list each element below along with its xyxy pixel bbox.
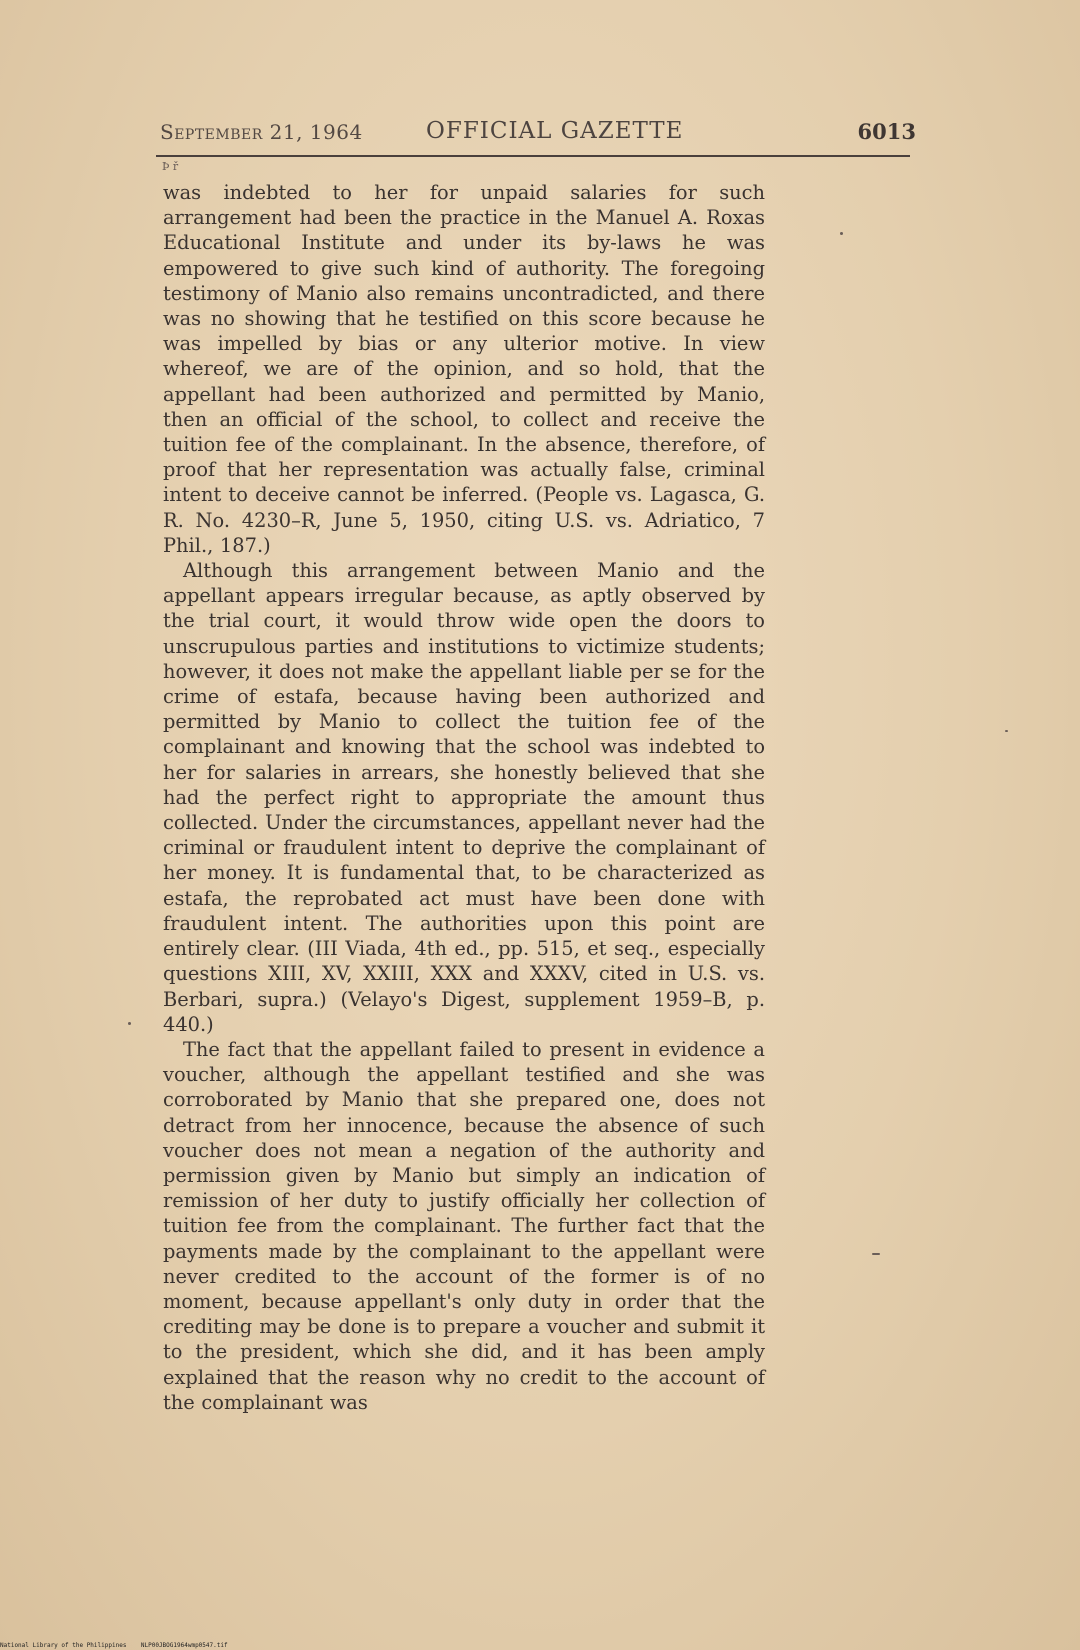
paper-speck — [840, 232, 843, 235]
paragraph-continuation: was indebted to her for unpaid salaries for such arrangement had been the practice in the Manuel A. Roxas Educational Institute and under its by-laws he was empowered to give such kind of authority. The foregoing testimony of Manio also remains uncontradicted, and there was no showing that he testified on this score because he was impelled by bias or any ulterior motive. In view whereof, we are of the opinion, and so hold, that the appellant had been authorized and permitted by Manio, then an official of the school, to collect and receive the tuition fee of the complainant. In the absence, therefore, of proof that her representation was actually false, criminal intent to deceive cannot be inferred. (People vs. Lagasca, G. R. No. 4230–R, June 5, 1950, citing U.S. vs. Adriatico, 7 Phil., 187.) — [163, 181, 765, 557]
page-number: 6013 — [857, 119, 916, 144]
paper-speck — [872, 1253, 880, 1255]
paragraph: The fact that the appellant failed to present in evidence a voucher, although the appellant testified and she was corroborated by Manio that she prepared one, does not detract from her innocence, because the absence of such voucher does not mean a negation of the authority and permission given by Manio but simply an indication of remission of her duty to justify officially her collection of tuition fee from the complainant. The further fact that the payments made by the complainant to the appellant were never credited to the account of the former is of no moment, because appellant's only duty in order that the crediting may be done is to prepare a voucher and submit it to the president, which she did, and it has been amply explained that the reason why no credit to the account of the complainant was — [163, 1037, 765, 1414]
page-header — [160, 118, 916, 152]
scan-footer-label: National Library of the Philippines NLP00JBOG1964wmp0547.tif — [0, 1642, 228, 1649]
paper-speck — [128, 1022, 131, 1025]
paper-speck — [1005, 730, 1008, 732]
header-title: OFFICIAL GAZETTE — [426, 118, 684, 144]
margin-mark: Þ ř — [162, 160, 179, 173]
paragraph: Although this arrangement between Manio and the appellant appears irregular because, as aptly observed by the trial court, it would throw wide open the doors to unscrupulous parties and institutions to victimize students; however, it does not make the appellant liable per se for the crime of estafa, because having been authorized and permitted by Manio to collect the tuition fee of the complainant and knowing that the school was indebted to her for salaries in arrears, she honestly believed that she had the perfect right to appropriate the amount thus collected. Under the circumstances, appellant never had the criminal or fraudulent intent to deprive the complainant of her money. It is fundamental that, to be characterized as estafa, the reprobated act must have been done with fraudulent intent. The authorities upon this point are entirely clear. (III Viada, 4th ed., pp. 515, et seq., especially questions XIII, XV, XXIII, XXX and XXXV, cited in U.S. vs. Berbari, supra.) (Velayo's Digest, supplement 1959–B, p. 440.) — [163, 559, 765, 1036]
body-text — [163, 180, 765, 1415]
header-date: September 21, 1964 — [160, 120, 363, 144]
header-rule — [156, 155, 910, 157]
